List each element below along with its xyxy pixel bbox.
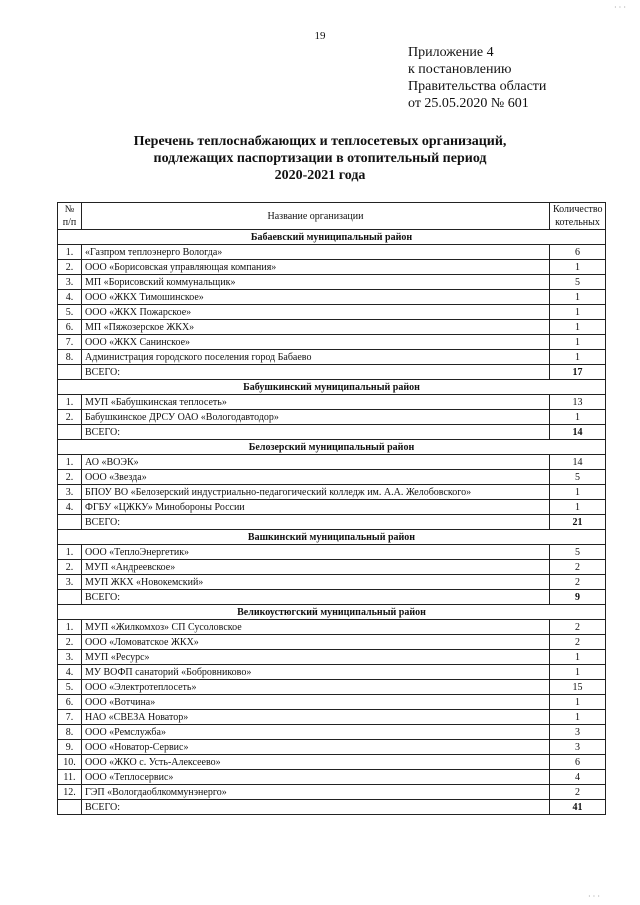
row-number: 6.: [58, 320, 82, 335]
organization-name: МУП «Ресурс»: [82, 650, 550, 665]
organization-name: Бабушкинское ДРСУ ОАО «Вологодавтодор»: [82, 410, 550, 425]
boiler-count: 1: [550, 350, 606, 365]
row-number: 1.: [58, 545, 82, 560]
boiler-count: 5: [550, 470, 606, 485]
row-number: 4.: [58, 290, 82, 305]
row-number: 1.: [58, 455, 82, 470]
appendix-line: Правительства области: [408, 79, 547, 94]
table-row: [58, 575, 606, 590]
boiler-count: 2: [550, 560, 606, 575]
boiler-count: 2: [550, 620, 606, 635]
total-label: ВСЕГО:: [82, 365, 550, 380]
organization-name: АО «ВОЭК»: [82, 455, 550, 470]
district-row: [58, 440, 606, 455]
boiler-count: 1: [550, 695, 606, 710]
total-empty-cell: [58, 800, 82, 815]
row-number: 4.: [58, 500, 82, 515]
organization-name: ООО «Борисовская управляющая компания»: [82, 260, 550, 275]
organization-name: ФГБУ «ЦЖКУ» Минобороны России: [82, 500, 550, 515]
header-count-line: Количество: [553, 204, 603, 215]
boiler-count: 1: [550, 290, 606, 305]
boiler-count: 1: [550, 305, 606, 320]
boiler-count: 15: [550, 680, 606, 695]
organization-name: БПОУ ВО «Белозерский индустриально-педагогический колледж им. А.А. Желобовского»: [82, 485, 550, 500]
organization-name: МУП «Андреевское»: [82, 560, 550, 575]
organization-name: ООО «Электротеплосеть»: [82, 680, 550, 695]
table-row: [58, 335, 606, 350]
table-row: [58, 305, 606, 320]
table-row: [58, 620, 606, 635]
row-number: 5.: [58, 680, 82, 695]
boiler-count: 2: [550, 635, 606, 650]
table-row: [58, 755, 606, 770]
table-row: [58, 290, 606, 305]
total-label: ВСЕГО:: [82, 515, 550, 530]
header-number-line: п/п: [62, 217, 77, 228]
organization-name: ООО «ЖКХ Санинское»: [82, 335, 550, 350]
table-row: [58, 545, 606, 560]
boiler-count: 2: [550, 785, 606, 800]
boiler-count: 1: [550, 320, 606, 335]
table-row: [58, 695, 606, 710]
organization-name: ООО «Звезда»: [82, 470, 550, 485]
district-name: Великоустюгский муниципальный район: [58, 605, 606, 620]
table-row: [58, 485, 606, 500]
row-number: 2.: [58, 260, 82, 275]
organization-name: МУП ЖКХ «Новокемский»: [82, 575, 550, 590]
table-row: [58, 470, 606, 485]
total-empty-cell: [58, 515, 82, 530]
row-number: 3.: [58, 485, 82, 500]
total-row: [58, 365, 606, 380]
boiler-count: 1: [550, 710, 606, 725]
total-empty-cell: [58, 590, 82, 605]
district-name: Белозерский муниципальный район: [58, 440, 606, 455]
scan-mark: · · ·: [614, 3, 626, 12]
table-row: [58, 650, 606, 665]
total-count: 14: [550, 425, 606, 440]
district-row: [58, 530, 606, 545]
organization-name: ООО «ЖКО с. Усть-Алексеево»: [82, 755, 550, 770]
organization-name: ООО «Новатор-Сервис»: [82, 740, 550, 755]
row-number: 1.: [58, 395, 82, 410]
table-row: [58, 320, 606, 335]
total-empty-cell: [58, 425, 82, 440]
row-number: 10.: [58, 755, 82, 770]
row-number: 7.: [58, 335, 82, 350]
boiler-count: 3: [550, 740, 606, 755]
district-row: [58, 230, 606, 245]
organization-name: ООО «ЖКХ Тимошинское»: [82, 290, 550, 305]
header-boiler-count: [550, 203, 606, 230]
document-title: [0, 133, 640, 184]
table-row: [58, 785, 606, 800]
boiler-count: 6: [550, 755, 606, 770]
row-number: 12.: [58, 785, 82, 800]
total-count: 41: [550, 800, 606, 815]
total-row: [58, 800, 606, 815]
district-name: Бабаевский муниципальный район: [58, 230, 606, 245]
table-row: [58, 395, 606, 410]
organization-name: НАО «СВЕЗА Новатор»: [82, 710, 550, 725]
table-row: [58, 740, 606, 755]
organization-name: МУП «Жилкомхоз» СП Сусоловское: [82, 620, 550, 635]
total-empty-cell: [58, 365, 82, 380]
organization-name: МП «Борисовский коммунальщик»: [82, 275, 550, 290]
organization-name: ООО «Вотчина»: [82, 695, 550, 710]
row-number: 2.: [58, 560, 82, 575]
table-row: [58, 260, 606, 275]
total-label: ВСЕГО:: [82, 800, 550, 815]
organization-name: ООО «ТеплоЭнергетик»: [82, 545, 550, 560]
title-line: подлежащих паспортизации в отопительный период: [153, 151, 487, 166]
total-label: ВСЕГО:: [82, 425, 550, 440]
title-line: Перечень теплоснабжающих и теплосетевых организаций,: [133, 134, 507, 149]
organization-name: ООО «Теплосервис»: [82, 770, 550, 785]
header-number-line: №: [64, 204, 75, 215]
boiler-count: 1: [550, 410, 606, 425]
row-number: 8.: [58, 725, 82, 740]
boiler-count: 1: [550, 665, 606, 680]
table-row: [58, 665, 606, 680]
boiler-count: 5: [550, 545, 606, 560]
organization-name: ООО «ЖКХ Пожарское»: [82, 305, 550, 320]
organization-name: МУП «Бабушкинская теплосеть»: [82, 395, 550, 410]
district-row: [58, 380, 606, 395]
table-row: [58, 350, 606, 365]
boiler-count: 1: [550, 335, 606, 350]
header-count-line: котельных: [555, 217, 600, 228]
title-line: 2020-2021 года: [274, 168, 366, 183]
district-name: Вашкинский муниципальный район: [58, 530, 606, 545]
district-row: [58, 605, 606, 620]
organizations-table: [57, 202, 606, 815]
total-count: 9: [550, 590, 606, 605]
boiler-count: 3: [550, 725, 606, 740]
row-number: 11.: [58, 770, 82, 785]
table-row: [58, 455, 606, 470]
row-number: 2.: [58, 410, 82, 425]
boiler-count: 1: [550, 650, 606, 665]
table-body: [58, 230, 606, 815]
table-row: [58, 245, 606, 260]
organization-name: МУ ВОФП санаторий «Бобровниково»: [82, 665, 550, 680]
boiler-count: 6: [550, 245, 606, 260]
boiler-count: 1: [550, 485, 606, 500]
row-number: 7.: [58, 710, 82, 725]
table-row: [58, 560, 606, 575]
organization-name: ГЭП «Вологдаоблкоммунэнерго»: [82, 785, 550, 800]
organization-name: Администрация городского поселения город Бабаево: [82, 350, 550, 365]
row-number: 6.: [58, 695, 82, 710]
row-number: 3.: [58, 575, 82, 590]
boiler-count: 14: [550, 455, 606, 470]
total-count: 17: [550, 365, 606, 380]
boiler-count: 13: [550, 395, 606, 410]
row-number: 3.: [58, 650, 82, 665]
appendix-block: [408, 44, 546, 112]
row-number: 5.: [58, 305, 82, 320]
organization-name: ООО «Ремслужба»: [82, 725, 550, 740]
row-number: 2.: [58, 635, 82, 650]
organization-name: ООО «Ломоватское ЖКХ»: [82, 635, 550, 650]
boiler-count: 4: [550, 770, 606, 785]
table-row: [58, 710, 606, 725]
scan-mark: · · ·: [588, 892, 600, 901]
row-number: 8.: [58, 350, 82, 365]
total-count: 21: [550, 515, 606, 530]
row-number: 4.: [58, 665, 82, 680]
row-number: 3.: [58, 275, 82, 290]
header-organization-name: Название организации: [82, 203, 550, 230]
row-number: 1.: [58, 620, 82, 635]
row-number: 9.: [58, 740, 82, 755]
table-row: [58, 770, 606, 785]
district-name: Бабушкинский муниципальный район: [58, 380, 606, 395]
table-row: [58, 635, 606, 650]
total-row: [58, 590, 606, 605]
table-row: [58, 725, 606, 740]
appendix-line: Приложение 4: [408, 45, 494, 60]
table-row: [58, 275, 606, 290]
organization-name: МП «Пяжозерское ЖКХ»: [82, 320, 550, 335]
total-row: [58, 515, 606, 530]
total-row: [58, 425, 606, 440]
appendix-line: от 25.05.2020 № 601: [408, 96, 529, 111]
page-number: 19: [314, 30, 326, 42]
boiler-count: 5: [550, 275, 606, 290]
appendix-line: к постановлению: [408, 62, 512, 77]
table-header-row: [58, 203, 606, 230]
row-number: 1.: [58, 245, 82, 260]
boiler-count: 1: [550, 260, 606, 275]
table-row: [58, 680, 606, 695]
organization-name: «Газпром теплоэнерго Вологда»: [82, 245, 550, 260]
header-number: [58, 203, 82, 230]
row-number: 2.: [58, 470, 82, 485]
table-row: [58, 500, 606, 515]
boiler-count: 1: [550, 500, 606, 515]
total-label: ВСЕГО:: [82, 590, 550, 605]
table-row: [58, 410, 606, 425]
boiler-count: 2: [550, 575, 606, 590]
